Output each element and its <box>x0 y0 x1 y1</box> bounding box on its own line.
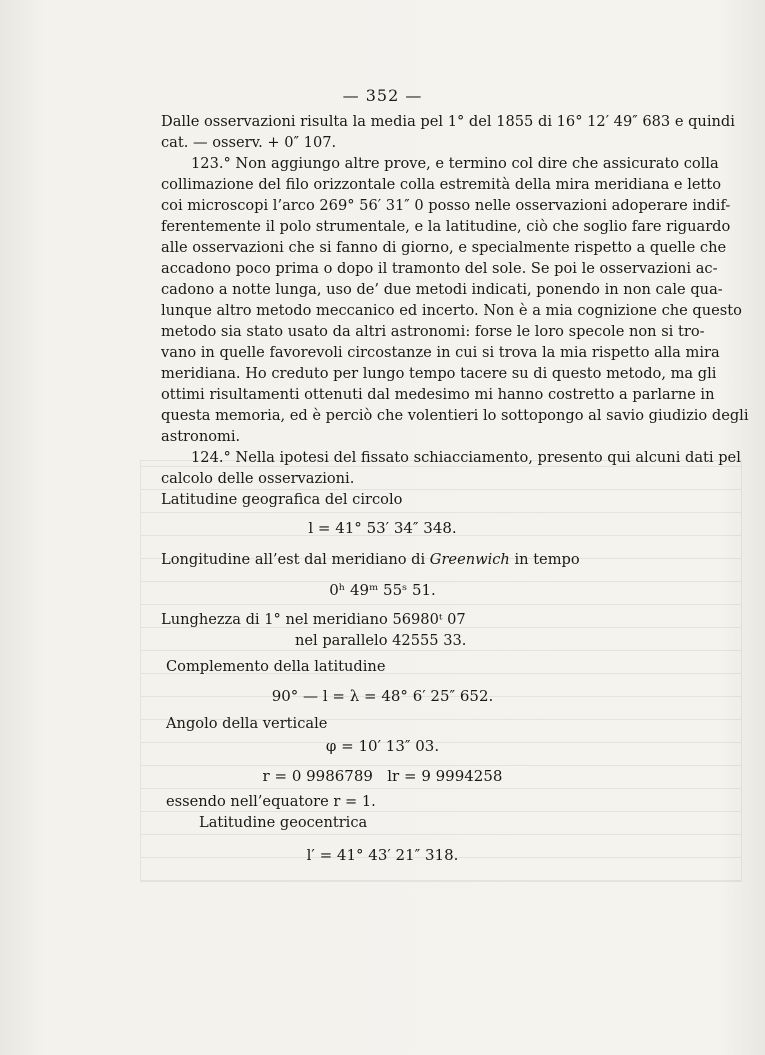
formula-latitude: l = 41° 53′ 34″ 348. <box>308 519 457 537</box>
greenwich-label: Greenwich <box>429 551 510 568</box>
text-line: questa memoria, ed è perciò che volentieri lo sottopongo al savio giudizio degli <box>161 407 749 424</box>
text-line: accadono poco prima o dopo il tramonto del sole. Se poi le osservazioni ac- <box>161 260 718 277</box>
text-line: Latitudine geocentrica <box>199 814 368 831</box>
text-line: Latitudine geografica del circolo <box>161 491 403 508</box>
text-line: calcolo delle osservazioni. <box>161 470 355 487</box>
text-line: lunque altro metodo meccanico ed incerto. Non è a mia cognizione che questo <box>161 302 742 319</box>
text-line: Angolo della verticale <box>166 715 328 732</box>
text-line: vano in quelle favorevoli circostanze in cui si trova la mia rispetto alla mira <box>161 344 720 361</box>
formula-complement: 90° — l = λ = 48° 6′ 25″ 652. <box>271 687 494 705</box>
text-line: coi microscopi l’arco 269° 56′ 31″ 0 posso nelle osservazioni adoperare indif- <box>161 197 731 214</box>
longitude-label: Longitudine all’est dal meridiano di <box>161 551 430 568</box>
formula-longitude: 0ʰ 49ᵐ 55ˢ 51. <box>329 581 436 599</box>
text-line: cadono a notte lunga, uso de’ due metodi indicati, ponendo in non cale qua- <box>161 281 723 298</box>
text-line: Dalle osservazioni risulta la media pel 1° del 1855 di 16° 12′ 49″ 683 e quindi <box>161 113 735 130</box>
text-line: alle osservazioni che si fanno di giorno, e specialmente rispetto a quelle che <box>161 239 727 256</box>
text-line: cat. — osserv. + 0″ 107. <box>161 134 337 151</box>
text-line: Complemento della latitudine <box>166 658 386 675</box>
text-line: 123.° Non aggiungo altre prove, e termino col dire che assicurato colla <box>191 155 719 172</box>
formula-geocentric: l′ = 41° 43′ 21″ 318. <box>306 846 459 864</box>
formula-angle: φ = 10′ 13″ 03. <box>325 737 440 755</box>
text-line: Lunghezza di 1° nel meridiano 56980ᵗ 07 <box>161 611 466 628</box>
longitude-suffix: in tempo <box>509 551 580 568</box>
text-line: ferentemente il polo strumentale, e la latitudine, ciò che soglio fare riguardo <box>161 218 731 235</box>
page-number: — 352 — <box>342 86 423 105</box>
text-line: 124.° Nella ipotesi del fissato schiacciamento, presento qui alcuni dati pel <box>191 449 741 466</box>
text-line: meridiana. Ho creduto per lungo tempo tacere su di questo metodo, ma gli <box>161 365 717 382</box>
text-line-longitude <box>161 550 580 570</box>
text-line: nel parallelo 42555 33. <box>295 632 467 649</box>
formula-radius: r = 0 9986789 lr = 9 9994258 <box>262 767 503 785</box>
text-line: astronomi. <box>161 428 241 445</box>
text-line: essendo nell’equatore r = 1. <box>166 793 376 810</box>
text-line: ottimi risultamenti ottenuti dal medesimo mi hanno costretto a parlarne in <box>161 386 715 403</box>
text-line: collimazione del filo orizzontale colla estremità della mira meridiana e letto <box>161 176 722 193</box>
text-line: metodo sia stato usato da altri astronomi: forse le loro specole non si tro- <box>161 323 705 340</box>
